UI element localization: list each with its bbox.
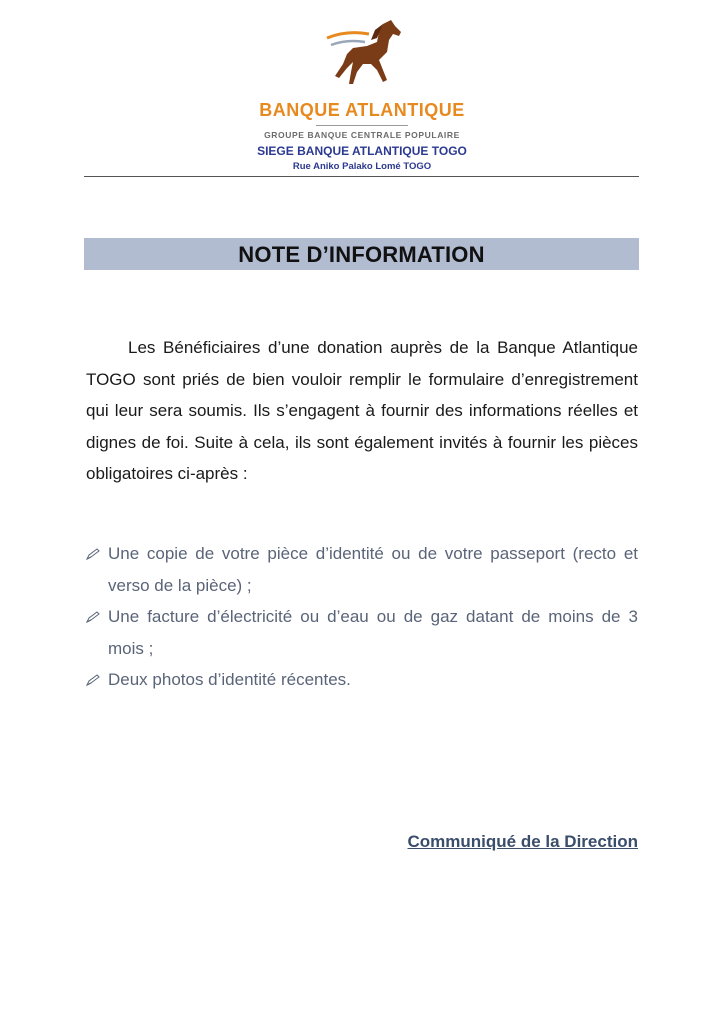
list-item — [86, 601, 638, 664]
bank-name: BANQUE ATLANTIQUE — [259, 100, 465, 120]
group-name: GROUPE BANQUE CENTRALE POPULAIRE — [264, 130, 460, 140]
pencil-icon — [86, 674, 100, 686]
intro-paragraph — [86, 332, 638, 490]
pencil-icon — [86, 611, 100, 623]
header-divider — [84, 176, 639, 177]
signature: Communiqué de la Direction — [407, 832, 638, 851]
title-banner — [84, 238, 639, 270]
brand-divider — [316, 125, 408, 126]
branch-title: SIEGE BANQUE ATLANTIQUE TOGO — [257, 144, 467, 158]
list-item-text: Une copie de votre pièce d’identité ou de votre passeport (recto et verso de la pièce) ; — [108, 544, 638, 595]
list-item-text: Une facture d’électricité ou d’eau ou de gaz datant de moins de 3 mois ; — [108, 607, 638, 658]
list-item-text: Deux photos d’identité récentes. — [108, 670, 351, 689]
page-title: NOTE D’INFORMATION — [238, 242, 485, 267]
horse-logo-icon — [317, 18, 407, 96]
pencil-icon — [86, 548, 100, 560]
list-item — [86, 664, 638, 696]
required-documents-list — [86, 538, 638, 696]
list-item — [86, 538, 638, 601]
letterhead — [0, 18, 724, 172]
intro-text: Les Bénéficiaires d’une donation auprès de la Banque Atlantique TOGO sont priés de bien vouloir remplir le formulaire d’enregistrement qui leur sera soumis. Ils s’engagent à fournir des informations réelles et dignes de foi. Suite à cela, ils sont également invités à fournir les pièces obligatoires ci-après : — [86, 338, 638, 483]
branch-address: Rue Aniko Palako Lomé TOGO — [292, 161, 432, 172]
